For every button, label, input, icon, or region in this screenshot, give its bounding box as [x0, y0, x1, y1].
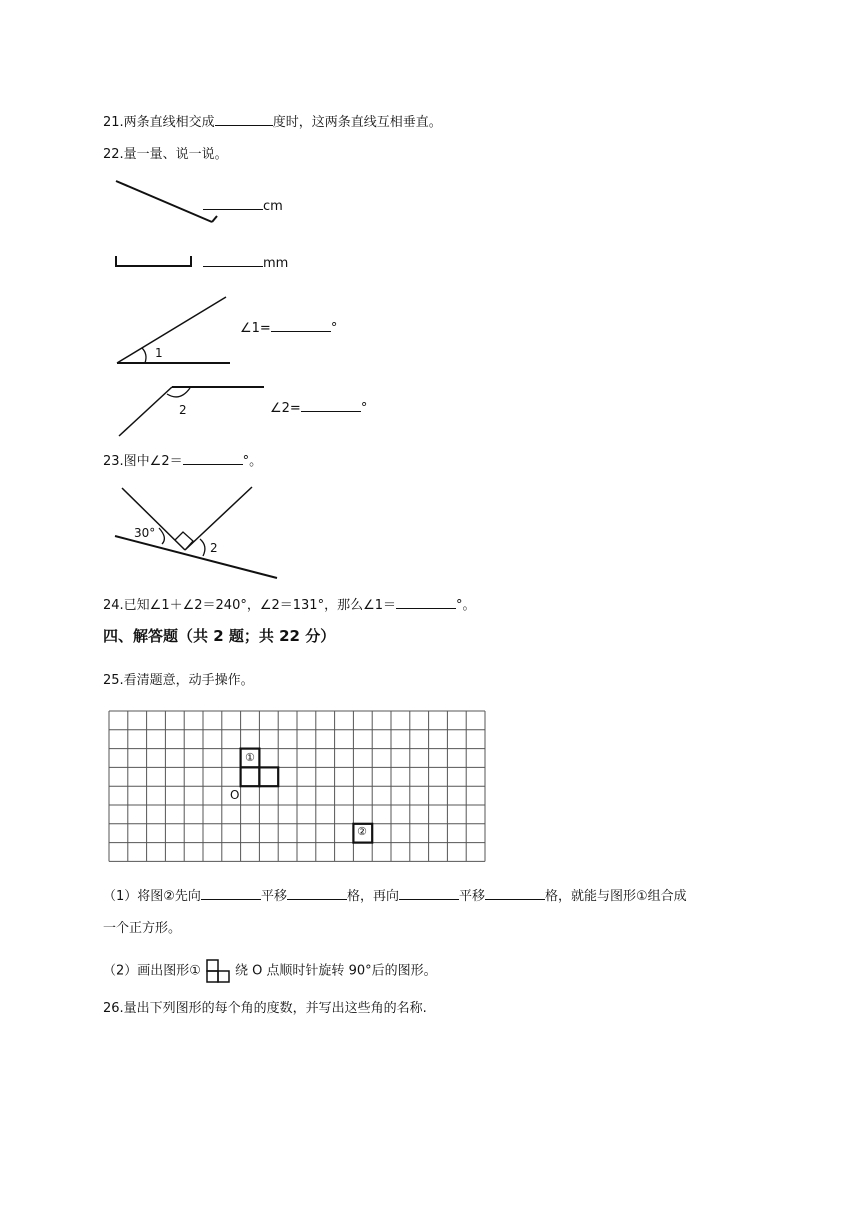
q23-suffix: °。: [242, 454, 263, 469]
q22-fig-angle2-number: 2: [179, 403, 187, 417]
q24-line: [103, 595, 476, 615]
q22-angle2-degree: °: [360, 401, 368, 416]
q25-part1-e: 格，就能与图形①组合成: [544, 889, 687, 904]
q21-suffix: 度时，这两条直线互相垂直。: [272, 115, 442, 130]
q23-fig-angle-number: 2: [210, 541, 218, 555]
q22-bracket-figure: [113, 254, 195, 270]
q23-answer-blank[interactable]: [183, 451, 243, 465]
q24-answer-blank[interactable]: [396, 595, 456, 609]
q22-angle2-blank[interactable]: [301, 398, 361, 412]
q25-part2-a: （2）画出图形①: [103, 963, 201, 979]
shape1-cell: [241, 767, 260, 786]
q25-part1-blank3[interactable]: [399, 886, 459, 900]
q22-mm-blank[interactable]: [203, 253, 263, 267]
q21-prefix: 21.两条直线相交成: [103, 115, 215, 130]
q21-answer-blank[interactable]: [215, 112, 273, 126]
q25-part1-blank1[interactable]: [201, 886, 261, 900]
q25-part1-line2: 一个正方形。: [103, 921, 182, 936]
q22-cm-unit: cm: [263, 199, 283, 214]
q24-prefix: 24.已知∠1＋∠2＝240°，∠2＝131°，那么∠1＝: [103, 598, 397, 613]
q22-angle1-figure: [112, 294, 237, 368]
q23-line: [103, 451, 262, 471]
q22-angle2-row: [270, 398, 367, 418]
q22-mm-row: [203, 253, 288, 273]
q25-part2-line: [103, 958, 437, 984]
q23-fig-angle-30: 30°: [134, 526, 156, 540]
q26-title: 26.量出下列图形的每个角的度数，并写出这些角的名称.: [103, 1001, 427, 1016]
section4-heading: 四、解答题（共 2 题；共 22 分）: [103, 627, 336, 645]
q22-angle1-row: [240, 318, 337, 338]
q22-cm-blank[interactable]: [203, 196, 263, 210]
q22-angle1-degree: °: [330, 321, 338, 336]
q25-part2-shape-icon: [205, 958, 231, 984]
shape1-cell: [259, 767, 278, 786]
q25-part1-a: （1）将图②先向: [103, 889, 201, 904]
q22-title: 22.量一量、说一说。: [103, 147, 228, 162]
q25-part2-b: 绕 O 点顺时针旋转 90°后的图形。: [234, 963, 437, 979]
q22-fig-angle1-number: 1: [155, 346, 163, 360]
q25-grid[interactable]: [108, 710, 486, 864]
q25-part1-line1: [103, 886, 687, 906]
q25-part1-blank4[interactable]: [485, 886, 545, 900]
q24-suffix: °。: [456, 598, 476, 613]
q21-line: [103, 112, 442, 132]
q22-angle2-label: ∠2=: [270, 401, 301, 416]
q25-part1-blank2[interactable]: [287, 886, 347, 900]
q25-part1-c: 格，再向: [346, 889, 399, 904]
q25-grid-point-o: O: [230, 788, 240, 802]
q25-part1-b: 平移: [260, 889, 287, 904]
q22-angle1-label: ∠1=: [240, 321, 271, 336]
q25-part1-d: 平移: [458, 889, 485, 904]
q23-prefix: 23.图中∠2＝: [103, 454, 183, 469]
q22-cm-row: [203, 196, 283, 216]
q22-angle1-blank[interactable]: [271, 318, 331, 332]
q25-grid-mark1: ①: [245, 751, 255, 764]
q25-title: 25.看清题意，动手操作。: [103, 673, 254, 688]
q22-mm-unit: mm: [263, 256, 289, 271]
q22-angle2-figure: [112, 380, 267, 440]
q25-grid-mark2: ②: [357, 825, 367, 838]
